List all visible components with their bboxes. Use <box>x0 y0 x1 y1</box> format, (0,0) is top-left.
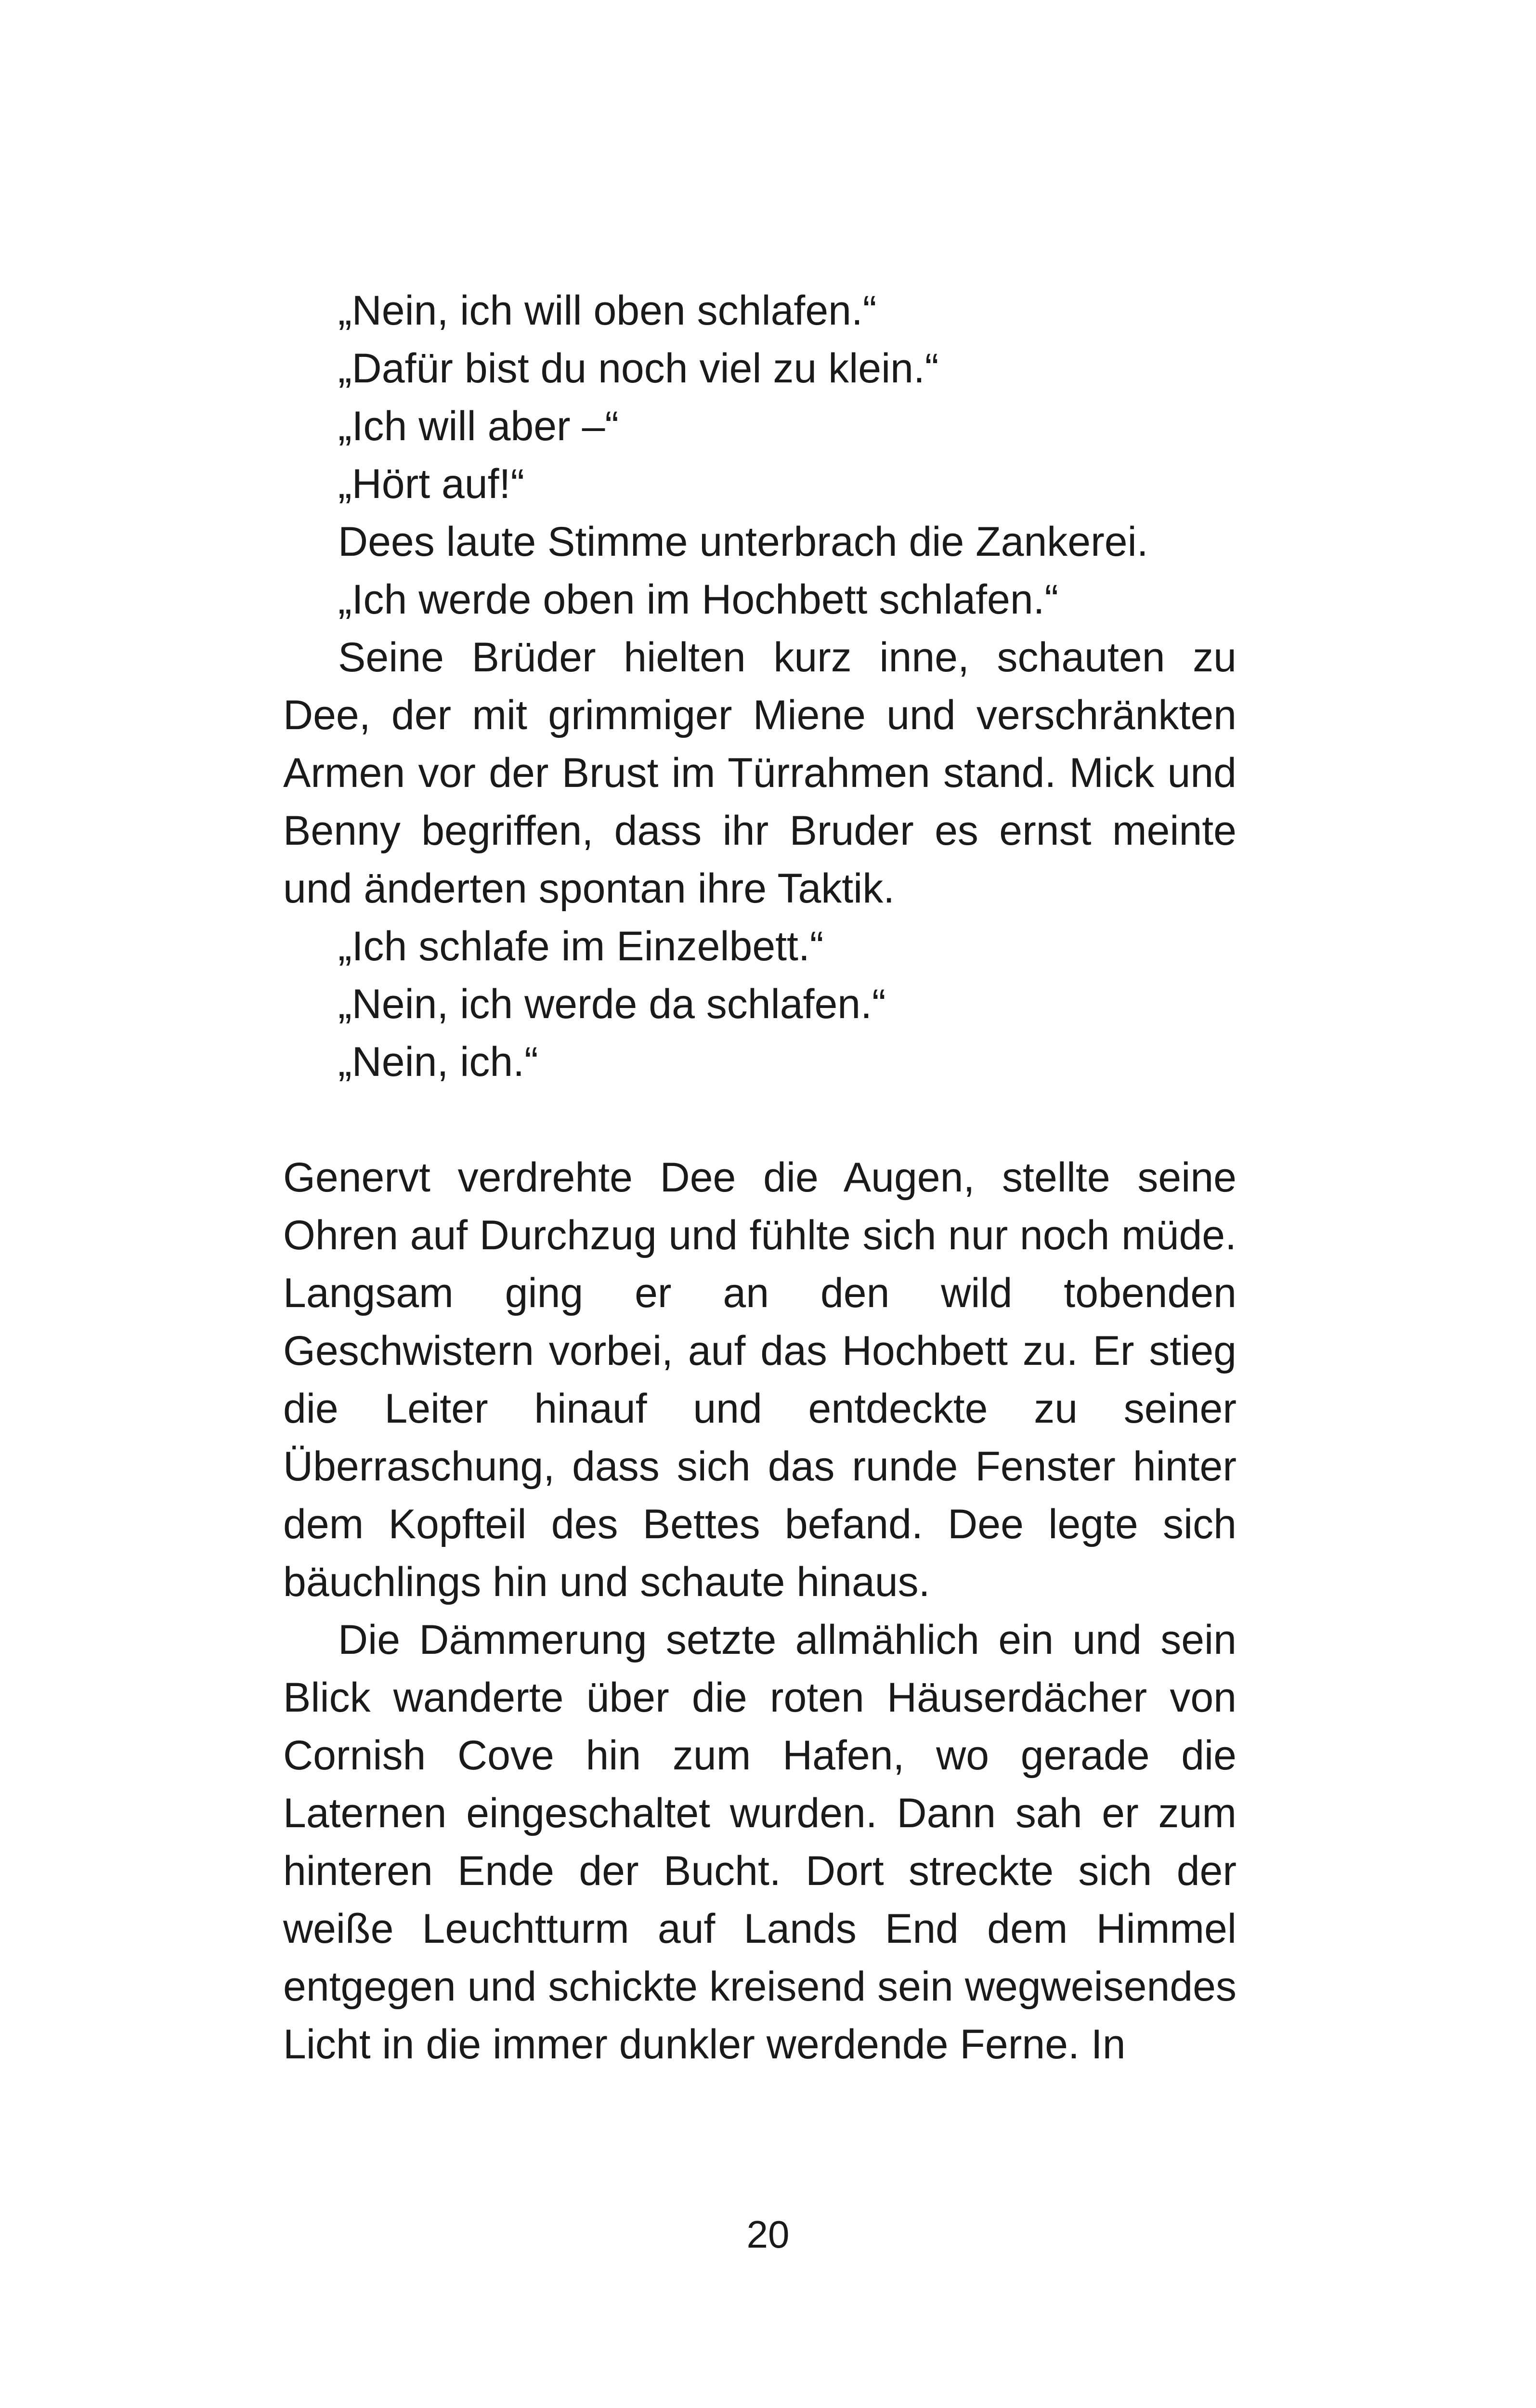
page-body-text <box>283 282 1237 2073</box>
narrative-paragraph: Seine Brüder hielten kurz inne, schauten zu Dee, der mit grimmiger Miene und verschränkten Armen vor der Brust im Türrahmen stand. Mick und Benny begriffen, dass ihr Bruder es ernst meinte und änderten spontan ihre Taktik. <box>283 634 1237 912</box>
dialogue-line: „Ich will aber –“ <box>338 403 619 449</box>
dialogue-line: „Dafür bist du noch viel zu klein.“ <box>338 345 939 392</box>
dialogue-line: „Ich schlafe im Einzelbett.“ <box>338 923 824 969</box>
dialogue-line: „Nein, ich.“ <box>338 1039 538 1085</box>
narrative-paragraph: Genervt verdrehte Dee die Augen, stellte seine Ohren auf Durchzug und fühlte sich nur noch müde. Langsam ging er an den wild tobenden Geschwistern vorbei, auf das Hochbett zu. Er stieg die Leiter hinauf und entdeckte zu seiner Überraschung, dass sich das runde Fenster hinter dem Kopfteil des Bettes befand. Dee legte sich bäuchlings hin und schaute hinaus. <box>283 1154 1237 1605</box>
dialogue-line: „Nein, ich werde da schlafen.“ <box>338 981 886 1027</box>
page-number: 20 <box>746 2213 790 2256</box>
narrative-paragraph: Die Dämmerung setzte allmählich ein und sein Blick wanderte über die roten Häuserdächer von Cornish Cove hin zum Hafen, wo gerade die Laternen eingeschaltet wurden. Dann sah er zum hinteren Ende der Bucht. Dort streckte sich der weiße Leuchtturm auf Lands End dem Himmel entgegen und schickte kreisend sein wegweisendes Licht in die immer dunkler werdende Ferne. In <box>283 1617 1237 2068</box>
dialogue-line: „Hört auf!“ <box>338 461 525 507</box>
narrative-line: Dees laute Stimme unterbrach die Zankerei. <box>338 519 1148 565</box>
section-break <box>283 1091 1237 1149</box>
dialogue-line: „Ich werde oben im Hochbett schlafen.“ <box>338 576 1059 623</box>
dialogue-line: „Nein, ich will oben schlafen.“ <box>338 288 877 334</box>
